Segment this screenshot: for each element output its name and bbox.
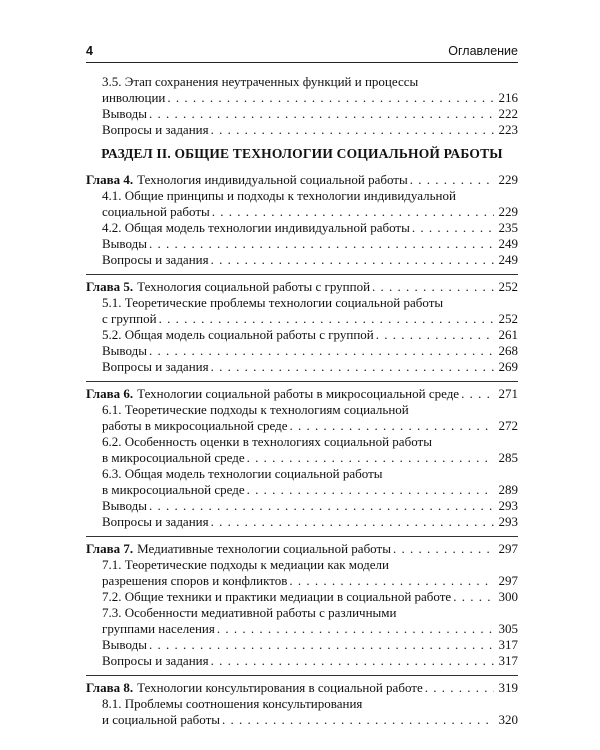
entry-text: 4.1. Общие принципы и подходы к технологии индивидуальной (102, 188, 456, 203)
entry-page: 305 (498, 621, 518, 636)
entry-page: 223 (498, 122, 518, 137)
leader-dots (461, 386, 494, 402)
chapter-title: Технологии социальной работы в микросоциальной среде (137, 386, 460, 401)
entry-title: Вопросы и задания (102, 653, 209, 668)
entry-line (102, 450, 518, 466)
entry-page: 269 (498, 359, 518, 374)
entry-text: 8.1. Проблемы соотношения консультирования (102, 696, 363, 711)
entry-page: 235 (498, 220, 518, 235)
chapter-page: 297 (498, 541, 518, 556)
leader-dots (247, 450, 494, 466)
page-number: 4 (86, 44, 93, 58)
entry-title: 7.2. Общие техники и практики медиации в социальной работе (102, 589, 452, 604)
entry-line (102, 712, 518, 728)
entry-title: Вопросы и задания (102, 122, 209, 137)
chapter-page: 319 (498, 680, 518, 695)
leader-dots (372, 279, 494, 295)
entry-line (102, 122, 518, 138)
entry-line (102, 482, 518, 498)
leader-dots (410, 172, 494, 188)
entry-title: группами населения (102, 621, 215, 636)
chapter-block (86, 274, 518, 375)
chapter-title: Технологии консультирования в социальной работе (137, 680, 423, 695)
chapter-title: Технология социальной работы с группой (137, 279, 371, 294)
leader-dots (149, 343, 494, 359)
toc-entry (86, 359, 518, 375)
entry-page: 317 (498, 653, 518, 668)
chapter-title: Технология индивидуальной социальной работы (137, 172, 408, 187)
chapter-label: Глава 8. (86, 680, 134, 695)
entry-text: 7.3. Особенности медиативной работы с различными (102, 605, 397, 620)
entry-page: 297 (498, 573, 518, 588)
entry-line (102, 343, 518, 359)
leader-dots (211, 514, 494, 530)
chapter-heading (86, 680, 518, 696)
leader-dots (149, 498, 494, 514)
entry-line (102, 589, 518, 605)
toc-entry (102, 122, 518, 138)
toc-entry (86, 220, 518, 236)
chapter-label: Глава 5. (86, 279, 134, 294)
toc-entry (86, 696, 518, 728)
chapter-label: Глава 7. (86, 541, 134, 556)
entry-page: 285 (498, 450, 518, 465)
toc-entry (86, 434, 518, 466)
entry-line (102, 106, 518, 122)
toc-entry (102, 106, 518, 122)
leader-dots (222, 712, 494, 728)
entry-line (102, 653, 518, 669)
chapter-block (86, 536, 518, 669)
entry-title: инволюции (102, 90, 166, 105)
leader-dots (149, 236, 494, 252)
toc-entry (102, 74, 518, 106)
leader-dots (211, 359, 494, 375)
entry-page: 252 (498, 311, 518, 326)
chapter-title: Медиативные технологии социальной работы (137, 541, 391, 556)
entry-line (102, 90, 518, 106)
entry-title: Выводы (102, 343, 147, 358)
toc-entry (86, 236, 518, 252)
entry-line (102, 637, 518, 653)
chapters (86, 168, 518, 728)
toc-entry (86, 295, 518, 327)
entry-line (102, 252, 518, 268)
entry-title: и социальной работы (102, 712, 220, 727)
entry-line (102, 236, 518, 252)
entry-line (102, 573, 518, 589)
entry-page: 293 (498, 498, 518, 513)
entry-title: Вопросы и задания (102, 252, 209, 267)
toc-entry (86, 605, 518, 637)
entry-title: Выводы (102, 236, 147, 251)
leader-dots (247, 482, 494, 498)
leader-dots (167, 90, 494, 106)
entry-title: Выводы (102, 637, 147, 652)
entry-line (102, 327, 518, 343)
leader-dots (211, 252, 494, 268)
entry-title: Выводы (102, 498, 147, 513)
toc-entry (86, 252, 518, 268)
entry-line (102, 621, 518, 637)
entry-text: 6.2. Особенность оценки в технологиях социальной работы (102, 434, 432, 449)
entry-text: 6.3. Общая модель технологии социальной работы (102, 466, 383, 481)
chapter-page: 229 (498, 172, 518, 187)
entry-line (102, 498, 518, 514)
chapter-label: Глава 6. (86, 386, 134, 401)
chapter-heading (86, 279, 518, 295)
entry-title: 5.2. Общая модель социальной работы с группой (102, 327, 374, 342)
toc (86, 74, 518, 728)
entry-title: социальной работы (102, 204, 210, 219)
entry-title: в микросоциальной среде (102, 482, 245, 497)
entry-text: 3.5. Этап сохранения неутраченных функций и процессы (102, 74, 419, 89)
chapter-heading (86, 172, 518, 188)
entry-page: 222 (498, 106, 518, 121)
leader-dots (211, 653, 494, 669)
chapter-heading (86, 386, 518, 402)
entry-title: Вопросы и задания (102, 514, 209, 529)
entry-title: работы в микросоциальной среде (102, 418, 288, 433)
leader-dots (289, 573, 494, 589)
entry-title: с группой (102, 311, 157, 326)
entry-page: 317 (498, 637, 518, 652)
running-title: Оглавление (448, 44, 518, 58)
leader-dots (376, 327, 494, 343)
entry-page: 289 (498, 482, 518, 497)
toc-entry (86, 637, 518, 653)
entry-line (102, 418, 518, 434)
entry-text: 7.1. Теоретические подходы к медиации как модели (102, 557, 389, 572)
entry-line (102, 220, 518, 236)
leader-dots (211, 122, 494, 138)
entry-page: 261 (498, 327, 518, 342)
toc-entry (86, 514, 518, 530)
chapter-label: Глава 4. (86, 172, 134, 187)
entry-page: 300 (498, 589, 518, 604)
entry-page: 268 (498, 343, 518, 358)
toc-entry (86, 557, 518, 589)
running-header (86, 44, 518, 60)
section-title: РАЗДЕЛ II. ОБЩИЕ ТЕХНОЛОГИИ СОЦИАЛЬНОЙ РАБОТЫ (101, 146, 503, 161)
entry-line (102, 204, 518, 220)
chapter-page: 252 (498, 279, 518, 294)
intro-entries (86, 74, 518, 138)
entry-page: 249 (498, 252, 518, 267)
entry-page: 293 (498, 514, 518, 529)
entry-page: 229 (498, 204, 518, 219)
header-rule (86, 62, 518, 63)
toc-entry (86, 589, 518, 605)
entry-page: 320 (498, 712, 518, 727)
leader-dots (149, 106, 494, 122)
entry-title: Вопросы и задания (102, 359, 209, 374)
entry-title: разрешения споров и конфликтов (102, 573, 288, 588)
leader-dots (425, 680, 494, 696)
chapter-page: 271 (498, 386, 518, 401)
toc-entry (86, 402, 518, 434)
leader-dots (393, 541, 494, 557)
leader-dots (149, 637, 494, 653)
leader-dots (412, 220, 494, 236)
leader-dots (217, 621, 494, 637)
toc-entry (86, 498, 518, 514)
entry-line (102, 514, 518, 530)
entry-title: 4.2. Общая модель технологии индивидуальной работы (102, 220, 410, 235)
entry-line (102, 311, 518, 327)
leader-dots (290, 418, 495, 434)
entry-line (102, 359, 518, 375)
chapter-block (86, 675, 518, 728)
chapter-block (86, 381, 518, 530)
leader-dots (212, 204, 494, 220)
entry-text: 6.1. Теоретические подходы к технологиям социальной (102, 402, 409, 417)
toc-entry (86, 653, 518, 669)
entry-title: в микросоциальной среде (102, 450, 245, 465)
chapter-heading (86, 541, 518, 557)
leader-dots (159, 311, 494, 327)
toc-entry (86, 343, 518, 359)
entry-page: 249 (498, 236, 518, 251)
entry-page: 272 (498, 418, 518, 433)
toc-entry (86, 327, 518, 343)
toc-entry (86, 466, 518, 498)
entry-page: 216 (498, 90, 518, 105)
chapter-block (86, 168, 518, 268)
toc-entry (86, 188, 518, 220)
entry-text: 5.1. Теоретические проблемы технологии социальной работы (102, 295, 444, 310)
entry-title: Выводы (102, 106, 147, 121)
leader-dots (453, 589, 494, 605)
